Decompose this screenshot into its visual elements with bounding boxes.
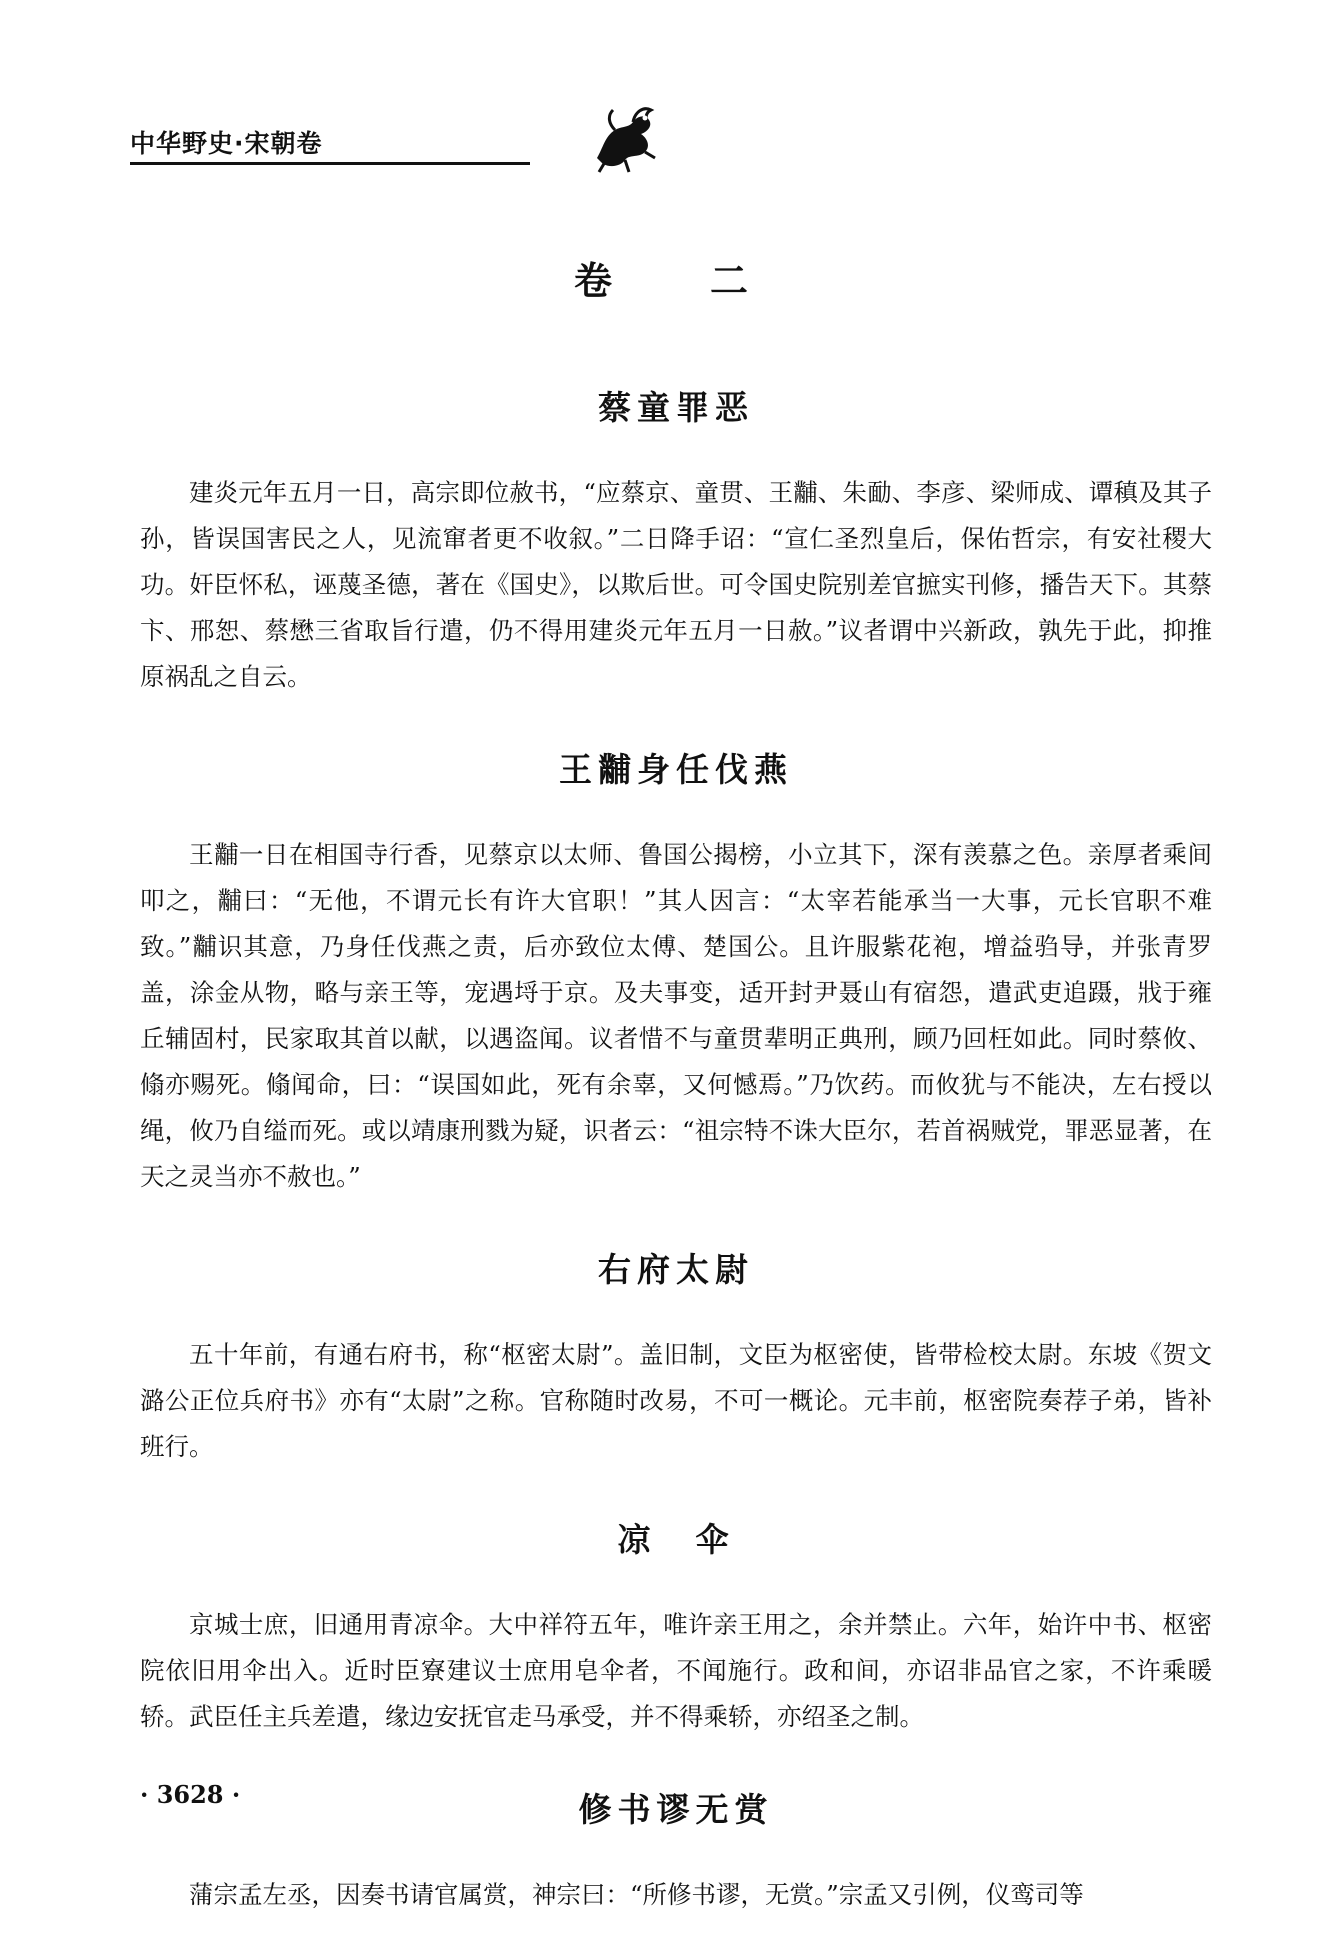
section-paragraph: 建炎元年五月一日，高宗即位赦书，“应蔡京、童贯、王黼、朱勔、李彦、梁师成、谭稹及其子孙，皆误国害民之人，见流窜者更不收叙。”二日降手诏：“宣仁圣烈皇后，保佑哲宗，有安社稷大功。奸臣怀私，诬蔑圣德，著在《国史》，以欺后世。可令国史院别差官摭实刊修，播告天下。其蔡卞、邢恕、蔡懋三省取旨行遣，仍不得用建炎元年五月一日赦。”议者谓中兴新政，孰先于此，抑推原祸乱之自云。 (140, 478, 1212, 691)
dragon-ornament-icon (585, 96, 665, 176)
section-title: 右府太尉 (598, 1250, 754, 1289)
section-paragraph: 五十年前，有通右府书，称“枢密太尉”。盖旧制，文臣为枢密使，皆带检校太尉。东坡《贺文潞公正位兵府书》亦有“太尉”之称。官称随时改易，不可一概论。元丰前，枢密院奏荐子弟，皆补班行。 (140, 1340, 1212, 1461)
book-series-title: 中华野史·宋朝卷 (130, 129, 323, 158)
section-title: 王黼身任伐燕 (559, 750, 793, 789)
section-paragraph: 蒲宗孟左丞，因奏书请官属赏，神宗曰：“所修书谬，无赏。”宗孟又引例，仪鸾司等 (189, 1880, 1084, 1909)
section-title: 蔡童罪恶 (598, 388, 754, 427)
section-title: 修书谬无赏 (578, 1790, 774, 1829)
volume-title: 卷 二 (573, 258, 778, 303)
header-rule (130, 162, 530, 165)
article-body (140, 380, 1212, 1960)
section-paragraph: 京城士庶，旧通用青凉伞。大中祥符五年，唯许亲王用之，余并禁止。六年，始许中书、枢密院依旧用伞出入。近时臣寮建议士庶用皂伞者，不闻施行。政和间，亦诏非品官之家，不许乘暖轿。武臣任主兵差遣，缘边安抚官走马承受，并不得乘轿，亦绍圣之制。 (140, 1610, 1212, 1731)
section-paragraph: 王黼一日在相国寺行香，见蔡京以太师、鲁国公揭榜，小立其下，深有羡慕之色。亲厚者乘间叩之，黼曰：“无他，不谓元长有许大官职！”其人因言：“太宰若能承当一大事，元长官职不难致。”黼识其意，乃身任伐燕之责，后亦致位太傅、楚国公。且许服紫花袍，增益驺导，并张青罗盖，涂金从物，略与亲王等，宠遇埒于京。及夫事变，适开封尹聂山有宿怨，遣武吏追蹑，戕于雍丘辅固村，民家取其首以献，以遇盗闻。议者惜不与童贯辈明正典刑，顾乃回枉如此。同时蔡攸、翛亦赐死。翛闻命，曰：“误国如此，死有余辜，又何憾焉。”乃饮药。而攸犹与不能决，左右授以绳，攸乃自缢而死。或以靖康刑戮为疑，识者云：“祖宗特不诛大臣尔，若首祸贼党，罪恶显著，在天之灵当亦不赦也。” (140, 840, 1212, 1191)
running-header (130, 96, 550, 176)
section-title: 凉 伞 (617, 1520, 735, 1559)
page-number: · 3628 · (140, 1780, 241, 1809)
